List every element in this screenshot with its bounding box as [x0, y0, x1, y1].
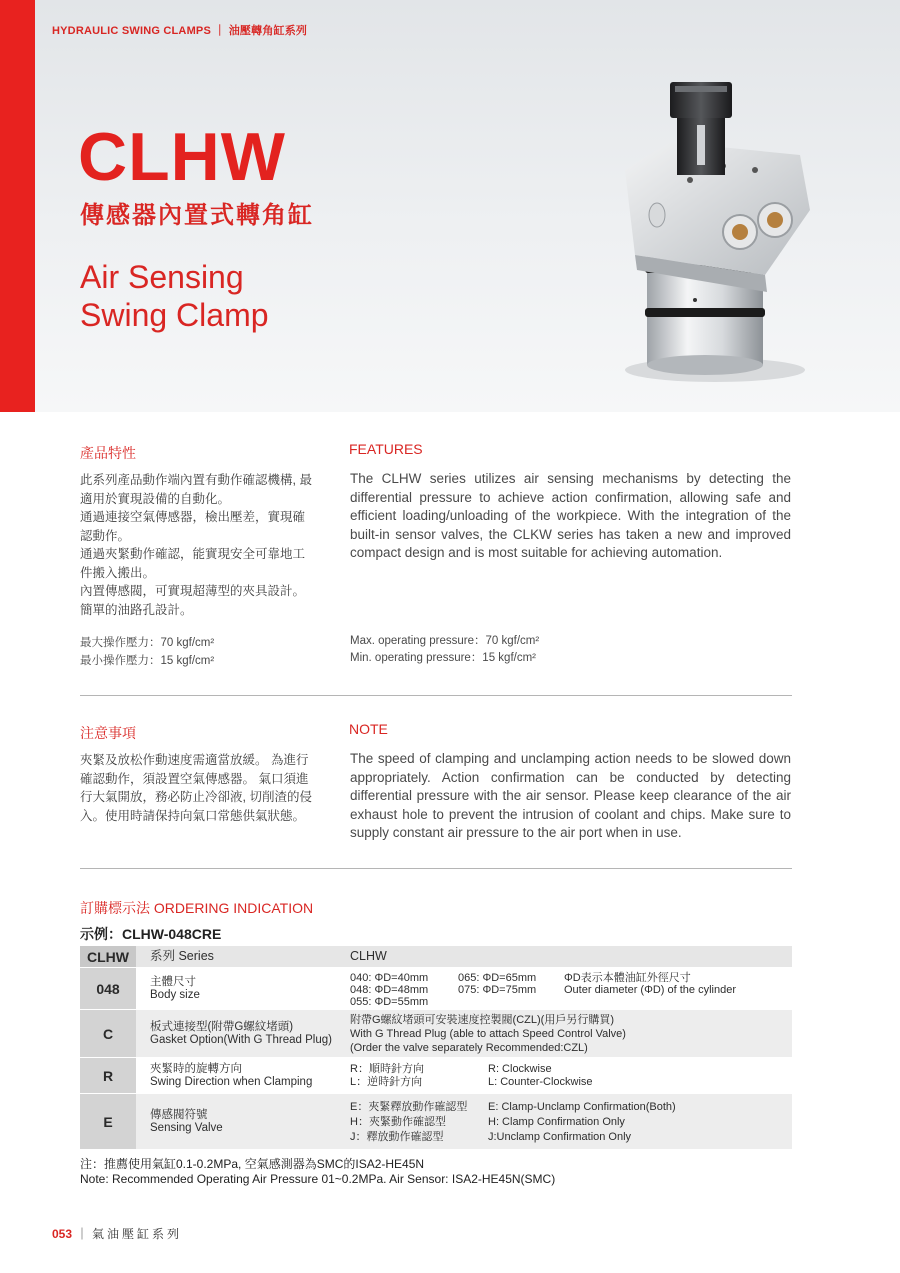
ordering-example: 示例：CLHW-048CRE: [80, 926, 222, 942]
option-text: R: Clockwise: [488, 1063, 552, 1075]
desc-cell: [136, 1094, 350, 1149]
red-side-bar: [0, 0, 35, 412]
features-zh-line: 認動作。: [80, 528, 131, 543]
note-zh: 注：推薦使用氣缸0.1-0.2MPa, 空氣感測器為SMC的ISA2-HE45N: [80, 1157, 425, 1171]
option-text: (Order the valve separately Recommended:CZL): [350, 1042, 588, 1054]
features-zh-line: 內置傳感閥，可實現超薄型的夾具設計。: [80, 584, 306, 598]
features-zh-line: 此系列產品動作端內置有動作確認機構, 最: [80, 473, 312, 487]
section-divider: [80, 695, 792, 696]
option-text: ΦD表示本體油缸外徑尺寸: [564, 972, 691, 984]
option-cell: [350, 1010, 792, 1057]
page-title-en: [80, 258, 269, 334]
spec-zh-min: 最小操作壓力：15 kgf/cm²: [80, 655, 215, 667]
code-cell: C: [80, 1010, 136, 1057]
note-en: Note: Recommended Operating Air Pressure 01~0.2MPa. Air Sensor: ISA2-HE45N(SMC): [80, 1172, 556, 1186]
note-zh-line: 確認動作，須設置空氣傳感器。 氣口須進: [80, 771, 309, 786]
code-cell: R: [80, 1058, 136, 1093]
option-text: L：逆時針方向: [350, 1076, 423, 1088]
page-title-zh: 傳感器內置式轉角缸: [80, 202, 314, 229]
desc-en: Sensing Valve: [150, 1121, 223, 1134]
option-text: Outer diameter (ΦD) of the cylinder: [564, 984, 737, 996]
table-row: [80, 1094, 792, 1150]
note-text-zh: [80, 751, 312, 825]
desc-zh: 板式連接型(附帶G螺紋堵頭): [150, 1020, 294, 1033]
page-number: 053: [52, 1227, 73, 1241]
features-zh-line: 適用於實現設備的自動化。: [80, 491, 231, 506]
features-zh-line: 通過夾緊動作確認，能實現安全可靠地工: [80, 547, 306, 561]
option-text: 048: ΦD=48mm: [350, 984, 429, 996]
option-text: CLHW: [350, 949, 387, 964]
note-heading-en: NOTE: [349, 721, 388, 737]
spec-en-max: Max. operating pressure：70 kgf/cm²: [350, 635, 540, 647]
option-text: H：夾緊動作確認型: [350, 1116, 446, 1128]
table-row: [80, 1058, 792, 1094]
title-en-line1: Air Sensing: [80, 259, 244, 295]
title-en-line2: Swing Clamp: [80, 297, 269, 333]
option-text: With G Thread Plug (able to attach Speed Control Valve): [350, 1028, 626, 1040]
ordering-table: [80, 946, 792, 1150]
option-text: 040: ΦD=40mm: [350, 972, 429, 984]
option-cell: [350, 1058, 792, 1093]
option-text: 075: ΦD=75mm: [458, 984, 537, 996]
features-zh-line: 簡單的油路孔設計。: [80, 602, 193, 617]
desc-zh: 主體尺寸: [150, 975, 196, 988]
note-zh-line: 行大氣開放，務必防止冷卻液, 切削渣的侵: [80, 790, 312, 804]
features-text-zh: [80, 471, 312, 619]
table-row: [80, 968, 792, 1010]
note-zh-line: 入。使用時請保持向氣口常態供氣狀態。: [80, 808, 306, 823]
desc-en: Body size: [150, 988, 200, 1001]
option-text: R：順時針方向: [350, 1063, 424, 1075]
option-cell: [350, 1094, 792, 1149]
option-text: 065: ΦD=65mm: [458, 972, 537, 984]
desc-cell: [136, 968, 350, 1009]
desc-zh: 夾緊時的旋轉方向: [150, 1062, 242, 1075]
spec-zh-max: 最大操作壓力：70 kgf/cm²: [80, 637, 215, 649]
features-text-en: The CLHW series utilizes air sensing mechanisms by detecting the differential pressure to achieve action confirmation, allowing safe and efficient loading/unloading of the workpiece. With the integration of the built-in sensor valves, the CLKW series has taken a new and improved compact design and is most suitable for achieving automation.: [350, 471, 791, 561]
desc-cell: [136, 1010, 350, 1057]
page-footer: [52, 1225, 182, 1242]
desc-en: Gasket Option(With G Thread Plug): [150, 1033, 332, 1046]
features-zh-line: 件搬入搬出。: [80, 565, 156, 580]
table-row: [80, 946, 792, 968]
spec-zh: [80, 634, 214, 670]
option-text: E：夾緊釋放動作確認型: [350, 1101, 468, 1113]
note-heading-zh: 注意事項: [80, 725, 136, 741]
catalog-name: 氣油壓缸系列: [92, 1227, 183, 1241]
desc-en: Swing Direction when Clamping: [150, 1075, 313, 1088]
note-zh-line: 夾緊及放松作動速度需適當放緩。 為進行: [80, 753, 309, 767]
desc-cell: 系列 Series: [150, 949, 214, 963]
option-text: 附帶G螺紋堵頭可安裝速度控製閥(CZL)(用戶另行購買): [350, 1014, 614, 1026]
spec-en-min: Min. operating pressure：15 kgf/cm²: [350, 652, 536, 664]
option-text: H: Clamp Confirmation Only: [488, 1116, 625, 1128]
table-row: [80, 1010, 792, 1058]
swing-clamp-product-image: [595, 70, 835, 390]
section-divider: [80, 868, 792, 869]
features-heading-en: FEATURES: [349, 441, 423, 457]
features-heading-zh: 產品特性: [80, 445, 136, 461]
code-cell: CLHW: [80, 946, 136, 967]
option-text: J:Unclamp Confirmation Only: [488, 1131, 632, 1143]
breadcrumb: HYDRAULIC SWING CLAMPS ｜ 油壓轉角缸系列: [52, 25, 308, 37]
option-text: J：釋放動作確認型: [350, 1131, 444, 1143]
spec-en: [350, 633, 539, 667]
option-cell: [350, 946, 792, 967]
note-text-en: The speed of clamping and unclamping action needs to be slowed down appropriately. Action confirmation can be conducted by detecting differential pressure with the air sensor. Please keep clearance of the air exhaust hole to prevent the intrusion of coolant and chips. Make sure to supply constant air pressure to the air port when in use.: [350, 751, 791, 841]
option-text: L: Counter-Clockwise: [488, 1076, 593, 1088]
footer-separator: ｜: [76, 1227, 89, 1241]
option-cell: [350, 968, 792, 1009]
option-text: E: Clamp-Unclamp Confirmation(Both): [488, 1101, 676, 1113]
model-code: CLHW: [78, 119, 286, 195]
features-zh-line: 通過連接空氣傳感器，檢出壓差，實現確: [80, 510, 306, 524]
ordering-title: 訂購標示法 ORDERING INDICATION: [80, 900, 314, 916]
desc-zh: 傳感閥符號: [150, 1108, 208, 1121]
option-text: 055: ΦD=55mm: [350, 996, 429, 1008]
code-cell: 048: [80, 968, 136, 1009]
ordering-notes: [80, 1157, 555, 1187]
desc-cell: [136, 1058, 350, 1093]
code-cell: E: [80, 1094, 136, 1149]
